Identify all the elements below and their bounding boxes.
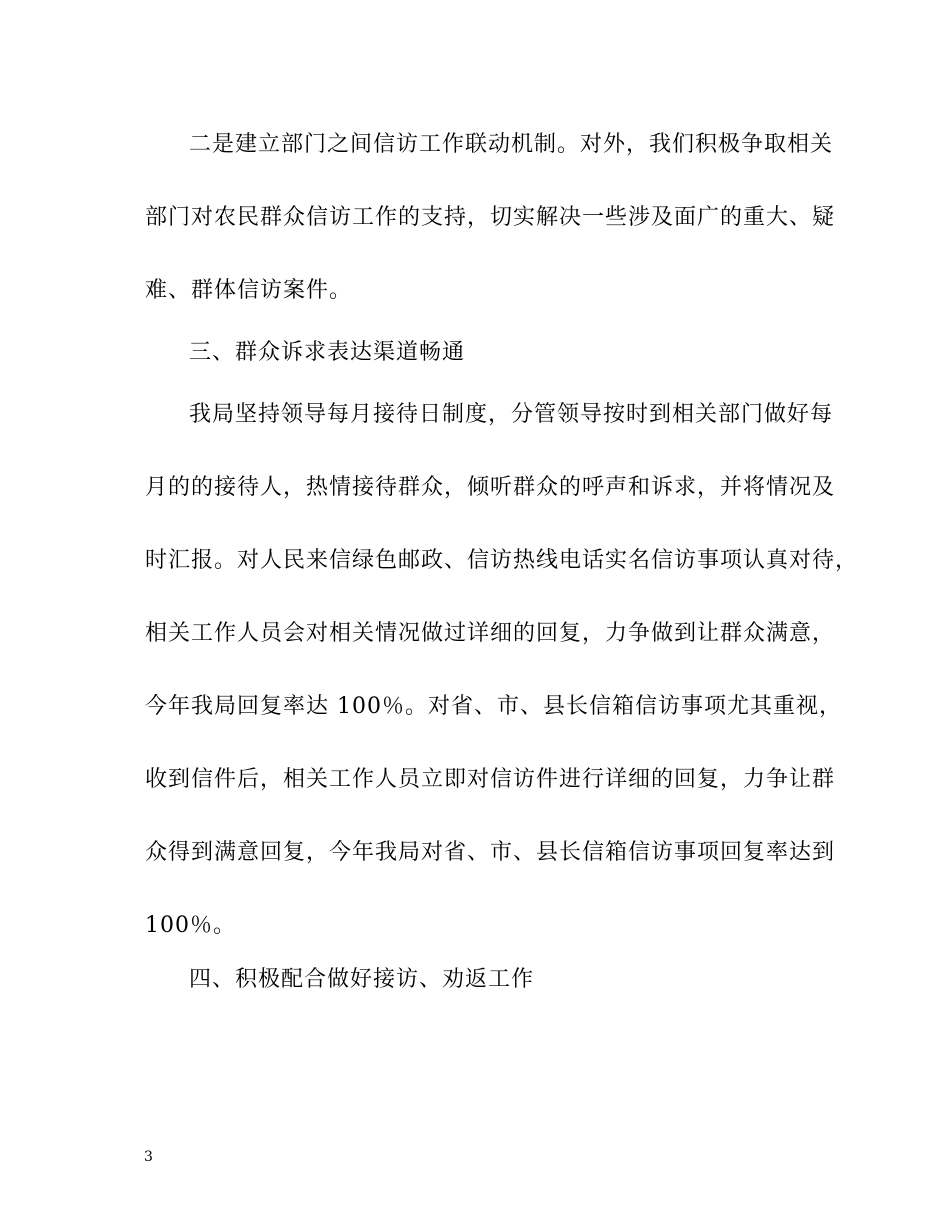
page-number: 3 [144,1149,153,1165]
paragraph-line: 难、群体信访案件。 [145,278,353,303]
paragraph-line: 月的的接待人，热情接待群众，倾听群众的呼声和诉求，并将情况及 [145,475,836,500]
section-heading: 三、群众诉求表达渠道畅通 [189,340,466,365]
section-heading: 四、积极配合做好接访、劝返工作 [189,967,535,992]
paragraph-line: 100％。 [145,913,236,938]
paragraph-line: 今年我局回复率达 100％。对省、市、县长信箱信访事项尤其重视， [145,694,842,719]
paragraph-line: 相关工作人员会对相关情况做过详细的回复，力争做到让群众满意， [145,621,836,646]
paragraph-line: 时汇报。对人民来信绿色邮政、信访热线电话实名信访事项认真对待， [145,548,859,573]
paragraph-line: 部门对农民群众信访工作的支持，切实解决一些涉及面广的重大、疑 [145,205,836,230]
paragraph-line: 二是建立部门之间信访工作联动机制。对外，我们积极争取相关 [189,132,834,157]
paragraph-line: 收到信件后，相关工作人员立即对信访件进行详细的回复，力争让群 [145,767,836,792]
paragraph-line: 众得到满意回复，今年我局对省、市、县长信箱信访事项回复率达到 [145,840,836,865]
paragraph-line: 我局坚持领导每月接待日制度，分管领导按时到相关部门做好每 [189,402,834,427]
